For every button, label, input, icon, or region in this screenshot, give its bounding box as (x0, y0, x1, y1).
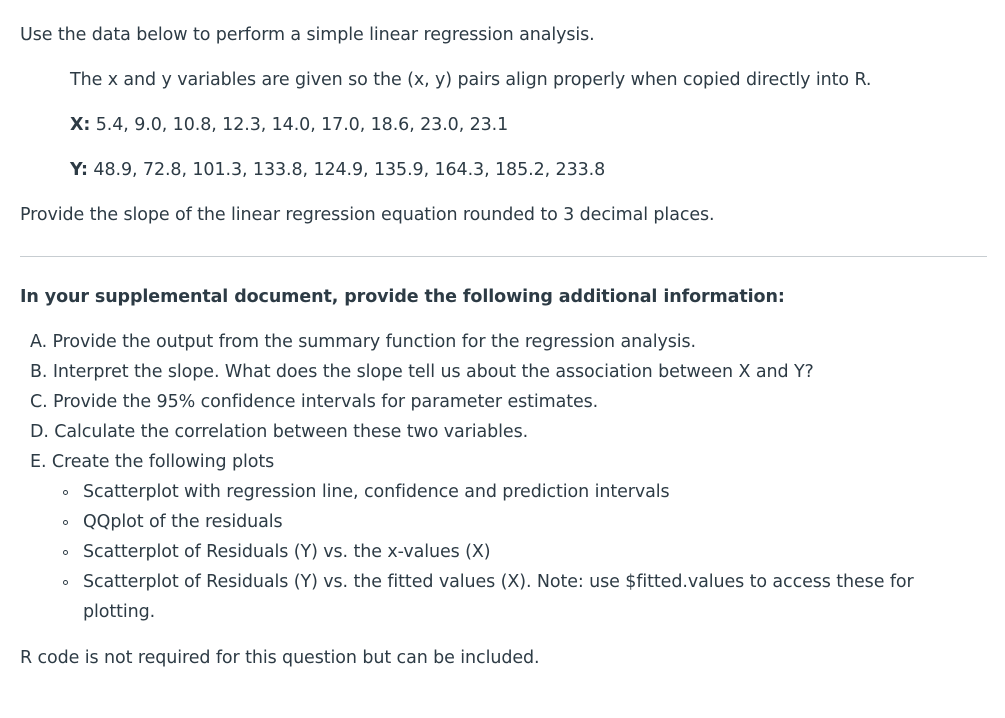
plot-item: Scatterplot of Residuals (Y) vs. the x-values (X) (83, 542, 491, 562)
plot-item: QQplot of the residuals (83, 512, 283, 532)
bullet-icon (63, 520, 68, 525)
plot-item-continuation: plotting. (83, 602, 156, 622)
footer-note: R code is not required for this question but can be included. (20, 648, 540, 668)
list-item: C. Provide the 95% confidence intervals for parameter estimates. (30, 392, 599, 412)
plot-item: Scatterplot of Residuals (Y) vs. the fitted values (X). Note: use $fitted.values to access these for (83, 572, 914, 592)
bullet-icon (63, 550, 68, 555)
list-item: A. Provide the output from the summary function for the regression analysis. (30, 332, 696, 352)
bullet-icon (63, 580, 68, 585)
bullet-icon (63, 490, 68, 495)
intro-text: Use the data below to perform a simple linear regression analysis. (20, 25, 595, 45)
plot-item: Scatterplot with regression line, confidence and prediction intervals (83, 482, 670, 502)
list-item: E. Create the following plots (30, 452, 275, 472)
y-values: 48.9, 72.8, 101.3, 133.8, 124.9, 135.9, 164.3, 185.2, 233.8 (87, 160, 606, 180)
y-label: Y: (70, 160, 88, 180)
x-data-line (70, 113, 508, 137)
x-label: X: (70, 115, 91, 135)
x-values: 5.4, 9.0, 10.8, 12.3, 14.0, 17.0, 18.6, 23.0, 23.1 (90, 115, 509, 135)
list-item: B. Interpret the slope. What does the slope tell us about the association between X and Y? (30, 362, 814, 382)
section-divider (20, 256, 987, 257)
supplemental-heading: In your supplemental document, provide the following additional information: (20, 287, 785, 307)
slope-question: Provide the slope of the linear regression equation rounded to 3 decimal places. (20, 205, 715, 225)
data-note: The x and y variables are given so the (x, y) pairs align properly when copied directly into R. (70, 70, 872, 90)
list-item: D. Calculate the correlation between these two variables. (30, 422, 529, 442)
y-data-line (70, 158, 605, 182)
